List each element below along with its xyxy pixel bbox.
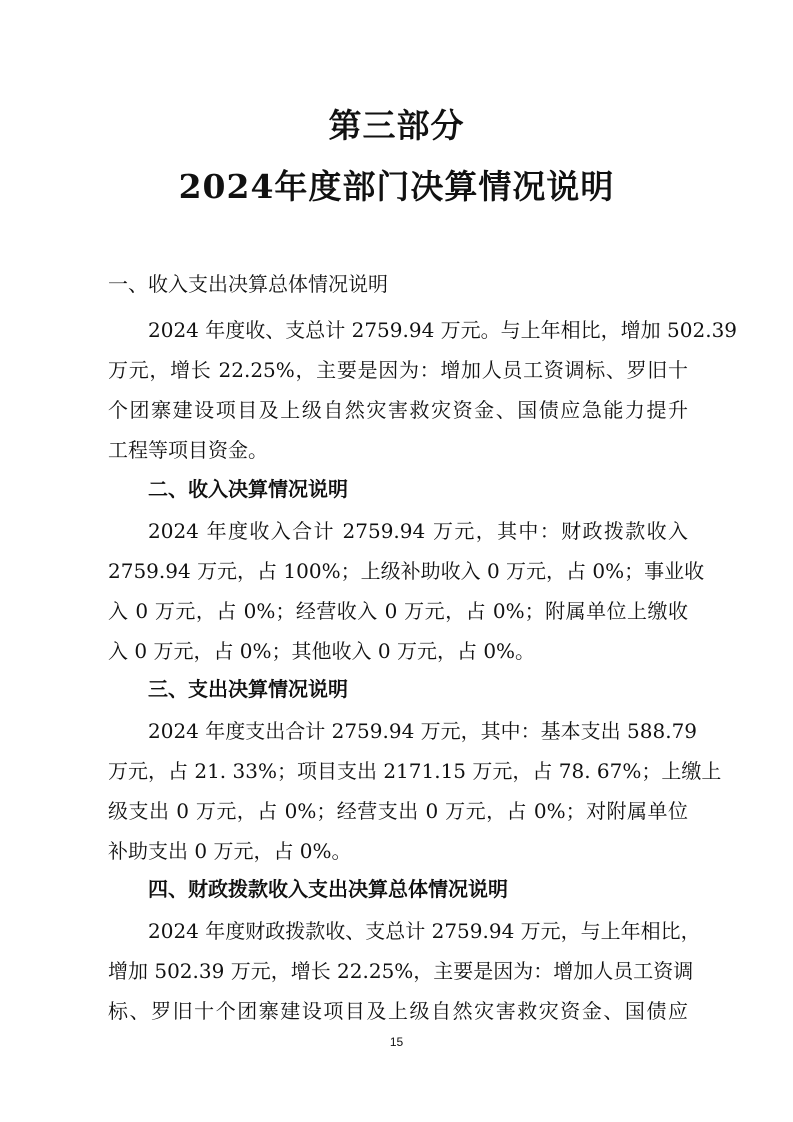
section-heading-2: 二、收入决算情况说明 (148, 477, 348, 501)
page-number: 15 (389, 1035, 404, 1049)
paragraph-line: 万元，占 21. 33%；项目支出 2171.15 万元，占 78. 67%；上缴上 (108, 759, 722, 783)
section-paragraph-3 (108, 711, 722, 871)
paragraph-line: 级支出 0 万元，占 0%；经营支出 0 万元，占 0%；对附属单位 (108, 799, 688, 823)
section-paragraph-1 (108, 310, 738, 470)
paragraph-line: 入 0 万元，占 0%；其他收入 0 万元，占 0%。 (108, 639, 536, 663)
paragraph-line: 工程等项目资金。 (108, 438, 268, 462)
page-title-part: 第三部分 (328, 106, 465, 145)
section-heading-3: 三、支出决算情况说明 (148, 677, 348, 701)
paragraph-line: 2024 年度财政拨款收、支总计 2759.94 万元，与上年相比， (148, 919, 701, 943)
paragraph-line: 增加 502.39 万元，增长 22.25%，主要是因为：增加人员工资调 (108, 959, 694, 983)
section-heading-4: 四、财政拨款收入支出决算总体情况说明 (148, 877, 508, 901)
paragraph-line: 2024 年度收入合计 2759.94 万元，其中：财政拨款收入 (148, 519, 688, 543)
section-paragraph-4 (108, 911, 701, 1031)
paragraph-line: 2024 年度支出合计 2759.94 万元，其中：基本支出 588.79 (148, 719, 698, 743)
paragraph-line: 入 0 万元，占 0%；经营收入 0 万元，占 0%；附属单位上缴收 (108, 599, 688, 623)
paragraph-line: 补助支出 0 万元，占 0%。 (108, 839, 352, 863)
paragraph-line: 万元，增长 22.25%，主要是因为：增加人员工资调标、罗旧十 (108, 358, 688, 382)
section-paragraph-2 (108, 511, 705, 671)
paragraph-line: 个团寨建设项目及上级自然灾害救灾资金、国债应急能力提升 (108, 398, 688, 422)
paragraph-line: 2024 年度收、支总计 2759.94 万元。与上年相比，增加 502.39 (148, 318, 738, 342)
section-heading-1: 一、收入支出决算总体情况说明 (108, 272, 388, 296)
page-title-main: 2024年度部门决算情况说明 (178, 167, 615, 206)
paragraph-line: 2759.94 万元，占 100%；上级补助收入 0 万元，占 0%；事业收 (108, 559, 705, 583)
paragraph-line: 标、罗旧十个团寨建设项目及上级自然灾害救灾资金、国债应 (108, 999, 688, 1023)
